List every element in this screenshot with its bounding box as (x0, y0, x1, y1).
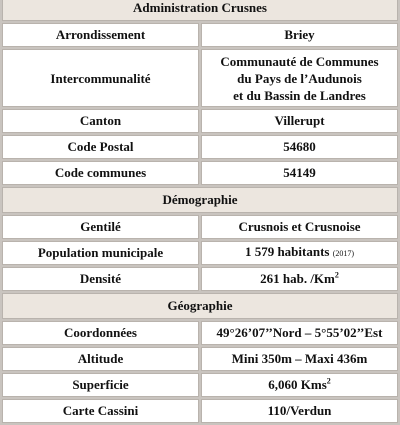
row-densite (2, 267, 398, 291)
label-arrondissement: Arrondissement (2, 23, 199, 47)
section-header-demographie: Démographie (2, 187, 398, 213)
label-carte-cassini: Carte Cassini (2, 399, 199, 423)
value-canton: Villerupt (201, 109, 398, 133)
row-code-communes (2, 161, 398, 185)
value-arrondissement: Briey (201, 23, 398, 47)
population-year-note: (2017) (332, 249, 355, 258)
value-intercommunalite (201, 49, 398, 107)
superficie-unit-exponent: 2 (326, 376, 331, 386)
row-carte-cassini (2, 399, 398, 423)
value-densite (201, 267, 398, 291)
value-population (201, 241, 398, 265)
label-code-postal: Code Postal (2, 135, 199, 159)
densite-unit-exponent: 2 (334, 270, 339, 280)
row-intercommunalite (2, 49, 398, 107)
label-canton: Canton (2, 109, 199, 133)
intercommunalite-line: du Pays de l’Audunois (237, 70, 362, 86)
label-gentile: Gentilé (2, 215, 199, 239)
densite-value: 261 hab. /Km (260, 271, 335, 286)
label-intercommunalite: Intercommunalité (2, 49, 199, 107)
section-header-geographie: Géographie (2, 293, 398, 319)
row-altitude (2, 347, 398, 371)
label-population: Population municipale (2, 241, 199, 265)
value-code-postal: 54680 (201, 135, 398, 159)
row-population (2, 241, 398, 265)
row-canton (2, 109, 398, 133)
row-gentile (2, 215, 398, 239)
label-altitude: Altitude (2, 347, 199, 371)
demographie-header-row (2, 187, 398, 213)
value-superficie (201, 373, 398, 397)
row-code-postal (2, 135, 398, 159)
value-altitude: Mini 350m – Maxi 436m (201, 347, 398, 371)
intercommunalite-line: Communauté de Communes (220, 53, 379, 69)
label-superficie: Superficie (2, 373, 199, 397)
infobox-title: Administration Crusnes (2, 0, 398, 21)
intercommunalite-line: et du Bassin de Landres (233, 87, 366, 103)
population-value: 1 579 habitants (244, 244, 330, 259)
row-coordonnees (2, 321, 398, 345)
row-superficie (2, 373, 398, 397)
value-code-communes: 54149 (201, 161, 398, 185)
label-code-communes: Code communes (2, 161, 199, 185)
superficie-value: 6,060 Kms (268, 377, 327, 392)
row-arrondissement (2, 23, 398, 47)
title-row (2, 0, 398, 21)
geographie-header-row (2, 293, 398, 319)
value-gentile: Crusnois et Crusnoise (201, 215, 398, 239)
value-coordonnees: 49°26’07’’Nord – 5°55’02’’Est (201, 321, 398, 345)
value-carte-cassini: 110/Verdun (201, 399, 398, 423)
label-densite: Densité (2, 267, 199, 291)
label-coordonnees: Coordonnées (2, 321, 199, 345)
